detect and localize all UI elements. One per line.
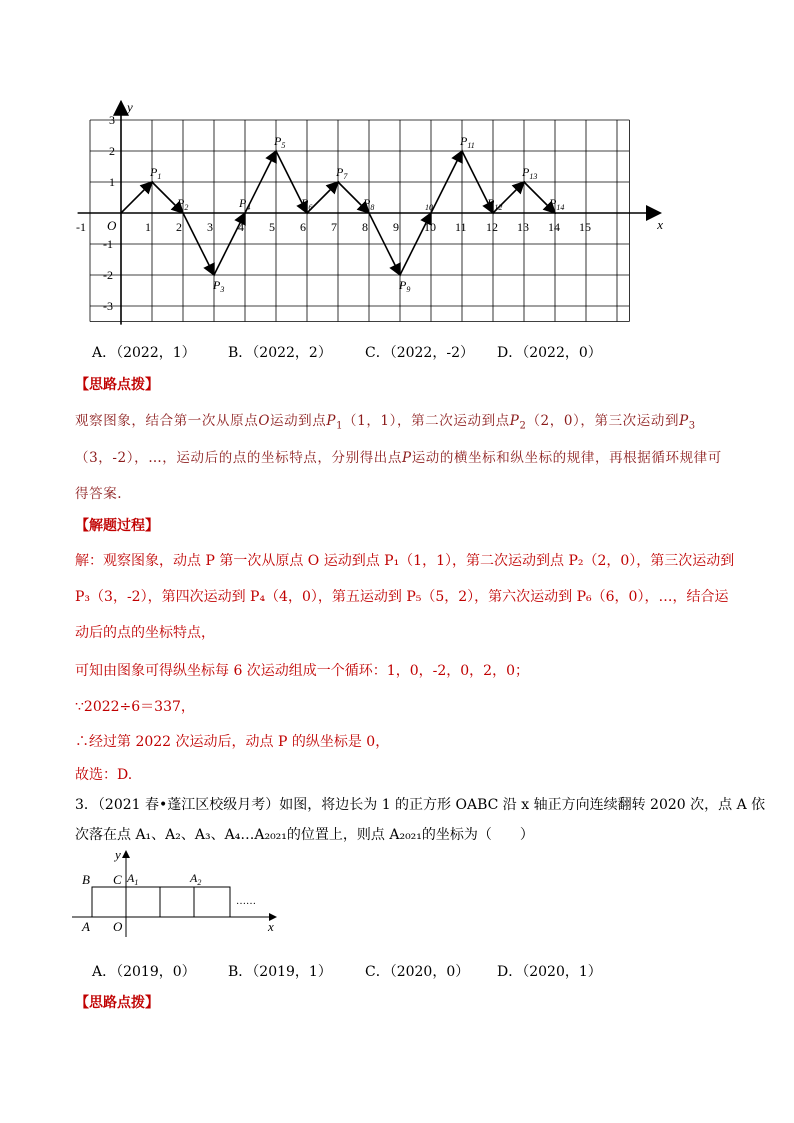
point-label: $P_{13}$ xyxy=(522,165,538,181)
y-tick-label: 3 xyxy=(109,113,115,127)
solution-line-7: 故选：D. xyxy=(75,767,133,783)
q3-option-a: A．（2019，0） xyxy=(92,964,196,980)
hint-heading-2: 【思路点拨】 xyxy=(75,995,159,1011)
point-label: $P_4$ xyxy=(239,196,251,212)
x-tick-label: 1 xyxy=(145,220,151,234)
x-tick-label: 8 xyxy=(362,220,368,234)
y-tick-label: -3 xyxy=(103,299,113,313)
hint-heading: 【思路点拨】 xyxy=(75,377,159,393)
x-tick-label: 9 xyxy=(393,220,399,234)
solution-line-4: 可知由图象可得纵坐标每 6 次运动组成一个循环：1，0，-2，0，2，0； xyxy=(75,663,529,679)
fig2-b-label: B xyxy=(82,872,90,887)
fig2-x-letter: x xyxy=(268,919,274,934)
fig2-a2-label: $A_2$ xyxy=(190,871,202,887)
point-label: $P_2$ xyxy=(177,196,189,212)
x-tick-label: 10 xyxy=(424,220,436,234)
point-label: $P_{14}$ xyxy=(549,196,565,212)
y-tick-label: -2 xyxy=(103,268,113,282)
square-oabc xyxy=(92,887,126,917)
point-label: $P_{11}$ xyxy=(460,134,475,150)
hint-line-3: 得答案. xyxy=(75,486,123,502)
square-4 xyxy=(194,887,230,917)
y-tick-label: -1 xyxy=(103,237,113,251)
y-axis-letter: y xyxy=(127,99,133,115)
fig2-a-label: A xyxy=(82,919,90,934)
fig2-c-label: C xyxy=(113,872,122,887)
origin-letter: O xyxy=(107,218,117,233)
q3-option-b: B．（2019，1） xyxy=(228,964,332,980)
question-3-line-2: 次落在点 A₁、A₂、A₃、A₄…A₂₀₂₁的位置上，则点 A₂₀₂₁的坐标为（ ） xyxy=(75,827,534,843)
q3-option-d: D．（2020，1） xyxy=(497,964,602,980)
x-tick-label: 5 xyxy=(269,220,275,234)
path-segment xyxy=(121,182,152,213)
x-tick-label: 12 xyxy=(486,220,498,234)
x-tick-label: 13 xyxy=(517,220,529,234)
point-label: $P_6$ xyxy=(301,196,313,212)
fig2-o-label: O xyxy=(113,919,123,934)
q3-option-c: C．（2020，0） xyxy=(365,964,470,980)
square-3 xyxy=(160,887,194,917)
point-label: $P_7$ xyxy=(336,165,348,181)
solution-line-1: 解：观察图象，动点 P 第一次从原点 O 运动到点 P₁（1，1），第二次运动到点 P₂（2，0），第三次运动到 xyxy=(75,553,735,569)
point-label: 10 xyxy=(425,203,433,212)
x-tick-label: 2 xyxy=(176,220,182,234)
point-label: $P_1$ xyxy=(150,165,162,181)
solution-line-2: P₃（3，-2），第四次运动到 P₄（4，0），第五运动到 P₅（5，2），第六次运动到 P₆（6，0），…，结合运 xyxy=(75,589,729,605)
solution-line-3: 动后的点的坐标特点， xyxy=(75,625,215,641)
x-tick-label: 15 xyxy=(579,220,591,234)
option-a: A．（2022，1） xyxy=(92,345,196,361)
point-label: $P_9$ xyxy=(399,278,411,294)
point-label: $P_{12}$ xyxy=(487,196,503,212)
option-d: D．（2022，0） xyxy=(497,345,602,361)
solution-line-5: ∵2022÷6＝337， xyxy=(75,699,195,715)
question-3-line-1: 3．（2021 春•蓬江区校级月考）如图，将边长为 1 的正方形 OABC 沿 x 轴正方向连续翻转 2020 次，点 A 依 xyxy=(75,797,766,813)
y-tick-label: 1 xyxy=(109,175,115,189)
x-axis-letter: x xyxy=(657,217,664,232)
point-label: $P_3$ xyxy=(213,278,225,294)
fig2-a1-label: $A_1$ xyxy=(127,871,139,887)
x-tick-label: 4 xyxy=(238,220,244,234)
x-tick-label: 3 xyxy=(207,220,213,234)
x-tick-label: 7 xyxy=(331,220,337,234)
x-tick-label: -1 xyxy=(76,220,86,234)
x-tick-label: 11 xyxy=(455,220,467,234)
hint-line-1: 观察图象，结合第一次从原点O运动到点$P_1(1$，1），第二次运动到点$P_2(2$，0），第三次运动到$P_3$ xyxy=(75,413,696,432)
point-label: $P_5$ xyxy=(274,134,286,150)
solution-heading: 【解题过程】 xyxy=(75,518,159,534)
rolling-square-figure xyxy=(70,845,290,940)
square-2 xyxy=(126,887,160,917)
y-tick-label: 2 xyxy=(109,144,115,158)
fig2-y-letter: y xyxy=(115,847,121,862)
option-b: B．（2022，2） xyxy=(228,345,332,361)
solution-line-6: ∴经过第 2022 次运动后，动点 P 的纵坐标是 0， xyxy=(75,734,390,750)
hint-line-2: （3，-2），…，运动后的点的坐标特点，分别得出点P运动的横坐标和纵坐标的规律，再根据循环规律可 xyxy=(75,450,722,466)
option-c: C．（2022，-2） xyxy=(365,345,474,361)
x-tick-label: 14 xyxy=(548,220,560,234)
x-tick-label: 6 xyxy=(300,220,306,234)
fig2-dots: …… xyxy=(236,896,256,907)
zigzag-coordinate-figure xyxy=(70,95,664,330)
point-label: $P_8$ xyxy=(363,196,375,212)
